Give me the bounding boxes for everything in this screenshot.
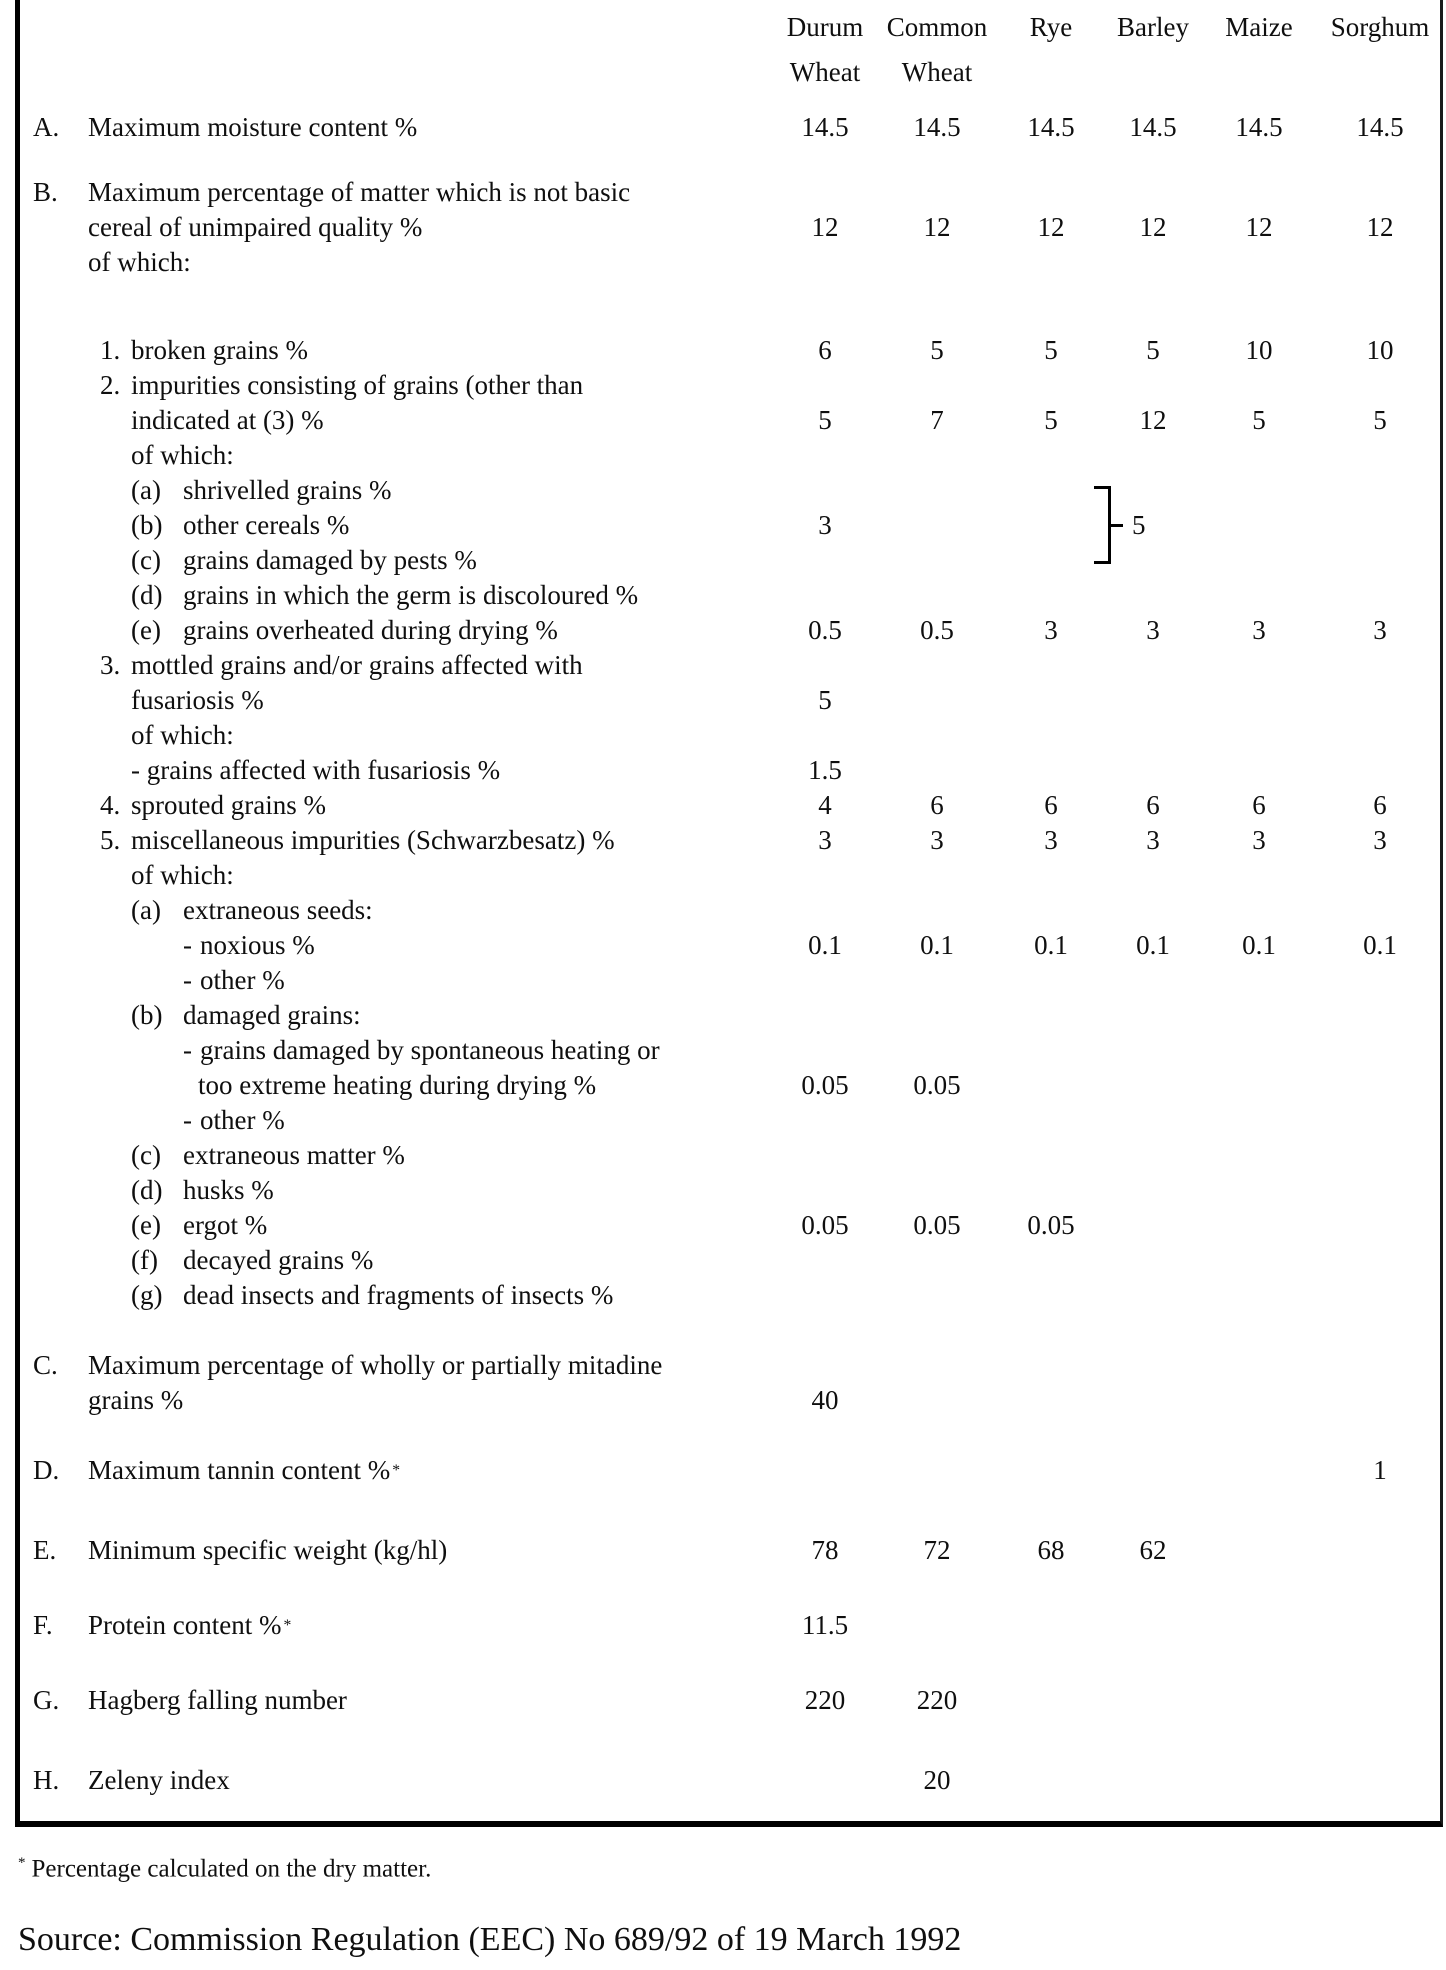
table-row [20, 578, 1440, 613]
bracket-bottom-arm [1094, 561, 1108, 564]
row-prefix: G. [33, 1685, 60, 1715]
row-text: extraneous matter % [183, 1140, 405, 1170]
row-label [20, 652, 770, 679]
table-row [20, 1453, 1440, 1488]
row-prefix: 2. [100, 370, 121, 400]
row-prefix: H. [33, 1765, 60, 1795]
value-cell: 12 [1139, 405, 1167, 435]
column-header: Rye [1029, 12, 1073, 42]
row-text: of which: [131, 860, 234, 890]
row-label [20, 827, 770, 854]
value-cell: 5 [1146, 335, 1160, 365]
value-cell: 14.5 [1356, 112, 1404, 142]
row-prefix: D. [33, 1455, 60, 1485]
value-cell: 12 [1245, 212, 1273, 242]
column-header: Barley [1117, 12, 1189, 42]
table-header-row-2 [20, 50, 1440, 95]
value-cell: 10 [1245, 335, 1273, 365]
value-cell: 6 [1373, 790, 1387, 820]
row-prefix: (c) [131, 1140, 161, 1170]
row-prefix: (d) [131, 1175, 163, 1205]
value-cell: 72 [923, 1535, 951, 1565]
row-label [20, 757, 770, 784]
row-text: grains in which the germ is discoloured % [183, 580, 639, 610]
table-row [20, 1348, 1440, 1383]
value-cell: 20 [923, 1765, 951, 1795]
value-cell: 3 [1252, 615, 1266, 645]
table-header [20, 5, 1440, 95]
column-header: Wheat [789, 57, 861, 87]
table-row [20, 1173, 1440, 1208]
row-text: ergot % [183, 1210, 268, 1240]
row-text: Zeleny index [88, 1765, 230, 1795]
table-row [20, 438, 1440, 473]
value-cell: 40 [811, 1385, 839, 1415]
value-cell: 0.05 [801, 1070, 849, 1100]
row-label [20, 1142, 770, 1169]
row-prefix: A. [33, 112, 60, 142]
table-row [20, 508, 1440, 543]
row-text: noxious % [200, 930, 315, 960]
value-cell: 3 [1044, 825, 1058, 855]
column-header: Wheat [901, 57, 973, 87]
row-prefix: - [183, 965, 192, 995]
row-label [20, 1687, 770, 1714]
row-prefix: - [183, 1105, 192, 1135]
row-text: mottled grains and/or grains affected with [131, 650, 583, 680]
value-cell: 3 [1252, 825, 1266, 855]
row-label [20, 442, 770, 469]
row-text: Protein content % [88, 1610, 282, 1640]
value-cell: 6 [1044, 790, 1058, 820]
footnote [18, 1855, 1446, 1883]
row-prefix: E. [33, 1535, 57, 1565]
value-cell: 0.5 [808, 615, 842, 645]
row-text: sprouted grains % [131, 790, 326, 820]
row-prefix: 4. [100, 790, 121, 820]
value-cell: 220 [916, 1685, 958, 1715]
value-cell: 5 [1373, 405, 1387, 435]
row-text: grains damaged by spontaneous heating or [200, 1035, 660, 1065]
table-row [20, 1278, 1440, 1313]
row-text: Maximum tannin content % [88, 1455, 391, 1485]
table-row [20, 858, 1440, 893]
value-cell: 5 [818, 685, 832, 715]
row-label [20, 477, 770, 504]
row-text: grains overheated during drying % [183, 615, 558, 645]
table-row [20, 928, 1440, 963]
column-header: Common [886, 12, 988, 42]
footnote-marker: * [18, 1855, 26, 1871]
row-label [20, 897, 770, 924]
table-row [20, 1243, 1440, 1278]
table-row [20, 648, 1440, 683]
row-label [20, 687, 770, 714]
footnote-reference-marker: * [392, 1461, 401, 1479]
table-row [20, 473, 1440, 508]
row-prefix: (a) [131, 895, 161, 925]
value-cell: 3 [930, 825, 944, 855]
row-prefix: 5. [100, 825, 121, 855]
row-label [20, 547, 770, 574]
value-cell: 12 [811, 212, 839, 242]
table-row [20, 1383, 1440, 1418]
row-label [20, 1612, 770, 1639]
row-text: indicated at (3) % [131, 405, 324, 435]
value-cell: 14.5 [1235, 112, 1283, 142]
value-cell: 6 [818, 335, 832, 365]
table-row [20, 963, 1440, 998]
row-label [20, 1107, 770, 1134]
value-cell: 68 [1037, 1535, 1065, 1565]
table-row [20, 1683, 1440, 1718]
row-text: impurities consisting of grains (other than [131, 370, 584, 400]
table-header-row-1 [20, 5, 1440, 50]
row-prefix: (e) [131, 1210, 161, 1240]
table-row [20, 210, 1440, 245]
value-cell: 14.5 [1129, 112, 1177, 142]
value-cell: 0.1 [1034, 930, 1068, 960]
footnote-text: Percentage calculated on the dry matter. [31, 1855, 432, 1883]
bracket-top-arm [1094, 486, 1108, 489]
row-text: shrivelled grains % [183, 475, 392, 505]
table-row [20, 1533, 1440, 1568]
value-cell: 7 [930, 405, 944, 435]
value-cell: 12 [1366, 212, 1394, 242]
row-label [20, 1072, 770, 1099]
row-label [20, 407, 770, 434]
table-row [20, 403, 1440, 438]
value-cell: 11.5 [801, 1610, 849, 1640]
table-row [20, 1763, 1440, 1798]
table-row [20, 175, 1440, 210]
value-cell: 5 [818, 405, 832, 435]
value-cell: 12 [1037, 212, 1065, 242]
row-prefix: F. [33, 1610, 53, 1640]
row-label [20, 722, 770, 749]
bracket-value: 5 [1132, 510, 1146, 540]
value-cell: 0.05 [913, 1070, 961, 1100]
table-row [20, 1103, 1440, 1138]
row-text: Maximum moisture content % [88, 112, 418, 142]
row-text: of which: [131, 720, 234, 750]
value-cell: 14.5 [913, 112, 961, 142]
row-text: of which: [88, 247, 191, 277]
value-cell: 12 [923, 212, 951, 242]
value-cell: 0.1 [808, 930, 842, 960]
table-row [20, 613, 1440, 648]
table-row [20, 823, 1440, 858]
row-text: miscellaneous impurities (Schwarzbesatz) % [131, 825, 615, 855]
value-cell: 3 [818, 825, 832, 855]
column-header: Durum [786, 12, 864, 42]
row-label [20, 1537, 770, 1564]
value-cell: 4 [818, 790, 832, 820]
row-prefix: B. [33, 177, 58, 207]
row-label [20, 1037, 770, 1064]
value-cell: 0.05 [801, 1210, 849, 1240]
value-cell: 14.5 [1027, 112, 1075, 142]
row-prefix: C. [33, 1350, 58, 1380]
row-text: grains damaged by pests % [183, 545, 477, 575]
row-text: of which: [131, 440, 234, 470]
value-cell: 5 [1252, 405, 1266, 435]
table-row [20, 683, 1440, 718]
footnote-reference-marker: * [283, 1616, 292, 1634]
table-row [20, 1068, 1440, 1103]
value-cell: 10 [1366, 335, 1394, 365]
table-row [20, 368, 1440, 403]
row-text: grains % [88, 1385, 184, 1415]
row-prefix: 1. [100, 335, 121, 365]
column-header: Sorghum [1330, 12, 1430, 42]
value-cell: 220 [804, 1685, 846, 1715]
row-label [20, 792, 770, 819]
value-cell: 12 [1139, 212, 1167, 242]
table-row [20, 110, 1440, 145]
row-prefix: 3. [100, 650, 121, 680]
row-text: decayed grains % [183, 1245, 374, 1275]
value-cell: 5 [930, 335, 944, 365]
value-cell: 6 [1146, 790, 1160, 820]
row-label [20, 617, 770, 644]
value-cell: 3 [1146, 615, 1160, 645]
row-text: Maximum percentage of matter which is not basic [88, 177, 631, 207]
row-label [20, 214, 770, 241]
row-prefix: (e) [131, 615, 161, 645]
table-row [20, 998, 1440, 1033]
row-text: dead insects and fragments of insects % [183, 1280, 614, 1310]
row-text: Hagberg falling number [88, 1685, 347, 1715]
row-text: other % [200, 965, 285, 995]
source-line: Source: Commission Regulation (EEC) No 689/92 of 19 March 1992 [18, 1921, 962, 1959]
row-label [20, 1247, 770, 1274]
value-cell: 0.1 [920, 930, 954, 960]
row-label [20, 1767, 770, 1794]
value-cell: 1 [1373, 1455, 1387, 1485]
row-label [20, 372, 770, 399]
bracket-middle-arm [1111, 524, 1123, 527]
row-label [20, 1177, 770, 1204]
row-text: damaged grains: [183, 1000, 361, 1030]
table-body [20, 110, 1440, 1798]
row-text: fusariosis % [131, 685, 264, 715]
row-prefix: (g) [131, 1280, 163, 1310]
row-prefix: (b) [131, 510, 163, 540]
row-text: cereal of unimpaired quality % [88, 212, 423, 242]
row-prefix: (d) [131, 580, 163, 610]
column-header: Maize [1225, 12, 1293, 42]
value-cell: 78 [811, 1535, 839, 1565]
table-row [20, 753, 1440, 788]
table-row [20, 245, 1440, 280]
row-label [20, 114, 770, 141]
row-text: Minimum specific weight (kg/hl) [88, 1535, 448, 1565]
table-row [20, 1033, 1440, 1068]
value-cell: 5 [1044, 335, 1058, 365]
row-label [20, 179, 770, 206]
row-text: other % [200, 1105, 285, 1135]
row-label [20, 582, 770, 609]
value-cell: 3 [1044, 615, 1058, 645]
row-prefix: - [183, 1035, 192, 1065]
row-text: - grains affected with fusariosis % [131, 755, 501, 785]
row-prefix: - [183, 930, 192, 960]
value-cell: 3 [1373, 615, 1387, 645]
row-label [20, 1387, 770, 1414]
table-row [20, 1138, 1440, 1173]
row-label [20, 249, 770, 276]
table-row [20, 1208, 1440, 1243]
row-label [20, 967, 770, 994]
row-label [20, 862, 770, 889]
value-cell: 0.1 [1363, 930, 1397, 960]
table-row [20, 718, 1440, 753]
value-cell: 3 [818, 510, 832, 540]
value-cell: 6 [1252, 790, 1266, 820]
value-cell: 3 [1146, 825, 1160, 855]
row-text: extraneous seeds: [183, 895, 373, 925]
table-row [20, 1608, 1440, 1643]
value-cell: 3 [1373, 825, 1387, 855]
row-label [20, 932, 770, 959]
value-cell: 0.5 [920, 615, 954, 645]
value-cell: 1.5 [808, 755, 842, 785]
value-cell: 62 [1139, 1535, 1167, 1565]
row-text: husks % [183, 1175, 274, 1205]
row-text: broken grains % [131, 335, 308, 365]
table-row [20, 788, 1440, 823]
row-text: Maximum percentage of wholly or partially mitadine [88, 1350, 663, 1380]
value-cell: 0.1 [1136, 930, 1170, 960]
row-prefix: (a) [131, 475, 161, 505]
value-cell: 14.5 [801, 112, 849, 142]
table-row [20, 893, 1440, 928]
row-prefix: (f) [131, 1245, 158, 1275]
value-cell: 6 [930, 790, 944, 820]
row-label [20, 1352, 770, 1379]
row-label [20, 1282, 770, 1309]
barley-group-bracket [1094, 486, 1146, 564]
table-row [20, 333, 1440, 368]
value-cell: 0.1 [1242, 930, 1276, 960]
row-label [20, 1457, 770, 1484]
row-label [20, 337, 770, 364]
value-cell: 0.05 [913, 1210, 961, 1240]
value-cell: 5 [1044, 405, 1058, 435]
table-row [20, 543, 1440, 578]
cereal-quality-table [15, 0, 1443, 1827]
row-label [20, 1212, 770, 1239]
row-prefix: (c) [131, 545, 161, 575]
row-text: too extreme heating during drying % [198, 1070, 597, 1100]
value-cell: 0.05 [1027, 1210, 1075, 1240]
row-label [20, 512, 770, 539]
row-text: other cereals % [183, 510, 350, 540]
row-label [20, 1002, 770, 1029]
row-prefix: (b) [131, 1000, 163, 1030]
